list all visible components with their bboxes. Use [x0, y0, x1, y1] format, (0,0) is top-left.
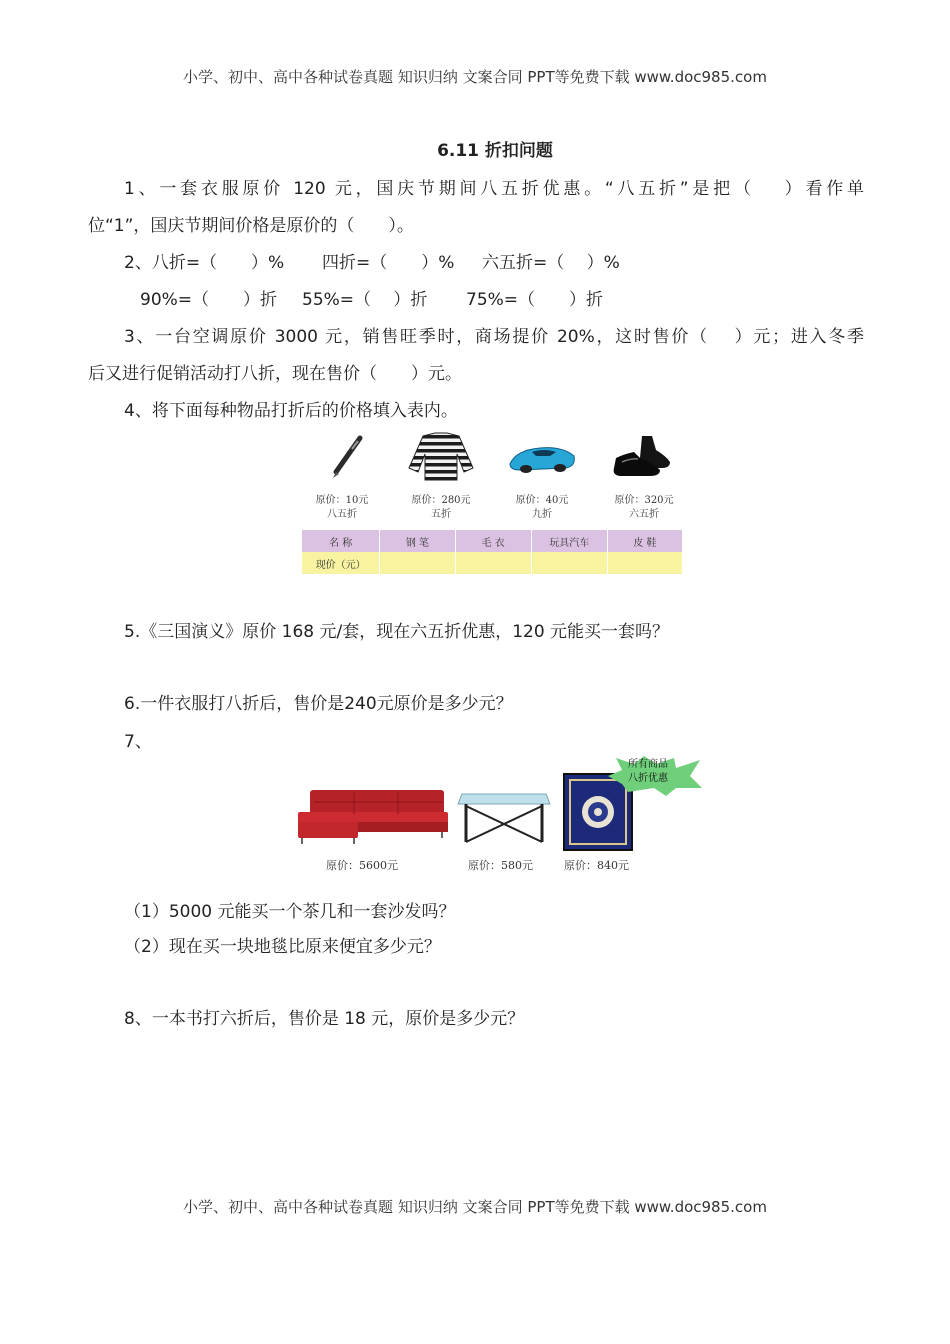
sofa-price: 原价：5600元 [326, 859, 398, 872]
answer-cell-pen [380, 552, 455, 574]
table-header-row [302, 530, 682, 552]
q1-line1: 1、一套衣服原价 120 元，国庆节期间八五折优惠。“八五折”是把（ ）看作单 [124, 179, 864, 199]
q2-item-2: 四折=（ ）% [322, 253, 455, 273]
price-table [302, 530, 682, 574]
q3-line1: 3、一台空调原价 3000 元，销售旺季时，商场提价 20%，这时售价（ ）元；进入冬季 [124, 327, 864, 347]
pen-icon [302, 428, 382, 488]
q2-item-6: 75%=（ ）折 [466, 290, 604, 310]
banner-line1: 所有商品 [628, 759, 668, 770]
toy-car-item [502, 428, 582, 523]
table-header-cell: 毛 衣 [455, 530, 531, 552]
pen-discount: 八五折 [327, 509, 357, 520]
q4-text: 4、将下面每种物品打折后的价格填入表内。 [124, 401, 458, 421]
shoes-item [604, 428, 684, 523]
q2-item-1: 2、八折=（ ）% [124, 253, 285, 273]
answer-cell-shoes [607, 552, 682, 574]
q2-item-5: 55%=（ ）折 [302, 290, 428, 310]
row-label: 现价（元） [302, 552, 380, 574]
table-header-cell: 钢 笔 [380, 530, 455, 552]
coffee-table-icon [456, 786, 552, 846]
table-header-cell: 名 称 [302, 530, 380, 552]
pen-price: 原价：10元 [315, 495, 369, 506]
page-header: 小学、初中、高中各种试卷真题 知识归纳 文案合同 PPT等免费下载 www.doc985.com [183, 68, 767, 86]
banner-line2: 八折优惠 [628, 773, 668, 784]
toy-car-icon [502, 428, 582, 488]
products-figure [302, 428, 682, 578]
toy-car-price: 原价：40元 [515, 495, 569, 506]
q7-label: 7、 [124, 732, 152, 752]
page-title: 6.11 折扣问题 [437, 141, 553, 161]
sweater-discount: 五折 [431, 509, 451, 520]
q2-item-3: 六五折=（ ）% [482, 253, 620, 273]
table-row [302, 552, 682, 574]
sweater-price: 原价：280元 [411, 495, 471, 506]
q6-text: 6.一件衣服打八折后，售价是240元原价是多少元？ [124, 694, 513, 714]
sweater-item [401, 428, 481, 523]
q5-text: 5.《三国演义》原价 168 元/套，现在六五折优惠，120 元能买一套吗？ [124, 622, 670, 642]
q2-item-4: 90%=（ ）折 [140, 290, 278, 310]
shoes-discount: 六五折 [629, 509, 659, 520]
q7-sub2: （2）现在买一块地毯比原来便宜多少元？ [124, 937, 441, 957]
shoes-price: 原价：320元 [614, 495, 674, 506]
carpet-price: 原价：840元 [564, 859, 629, 872]
q8-text: 8、一本书打六折后，售价是 18 元，原价是多少元？ [124, 1009, 525, 1029]
table-header-cell: 玩具汽车 [531, 530, 607, 552]
coffee-table-price: 原价：580元 [468, 859, 533, 872]
sofa-icon [294, 786, 449, 846]
pen-item [302, 428, 382, 523]
answer-cell-sweater [455, 552, 531, 574]
answer-cell-toy-car [531, 552, 607, 574]
toy-car-discount: 九折 [532, 509, 552, 520]
q3-line2: 后又进行促销活动打八折，现在售价（ ）元。 [88, 364, 462, 384]
leather-shoes-icon [604, 428, 684, 488]
furniture-figure [294, 756, 704, 876]
table-header-cell: 皮 鞋 [607, 530, 682, 552]
sweater-icon [401, 428, 481, 488]
q1-line2: 位“1”，国庆节期间价格是原价的（ ）。 [88, 216, 414, 236]
page-footer: 小学、初中、高中各种试卷真题 知识归纳 文案合同 PPT等免费下载 www.doc985.com [183, 1198, 767, 1216]
q7-sub1: （1）5000 元能买一个茶几和一套沙发吗？ [124, 902, 456, 922]
